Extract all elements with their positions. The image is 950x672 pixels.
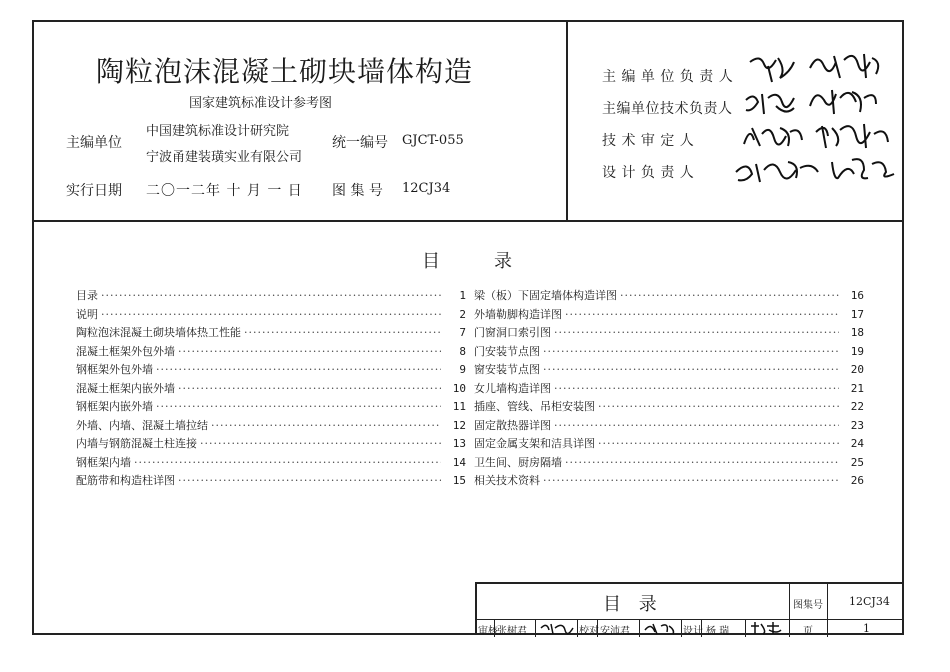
sheet-title: 目 录 xyxy=(603,594,663,615)
unified-code: GJCT-055 xyxy=(402,133,464,148)
tb-design-name: 杨 瑞 xyxy=(706,626,730,637)
toc-item[interactable]: 说明 ····· 2 xyxy=(76,306,466,325)
impl-date-label: 实行日期 xyxy=(66,183,122,199)
toc-item[interactable]: 配筋带和构造柱详图 ····· 15 xyxy=(76,472,466,491)
tb-check-label: 校对 xyxy=(579,626,599,637)
header-divider xyxy=(34,220,902,222)
tb-check-name: 安沛君 xyxy=(600,626,630,637)
tb-atlas-label: 图集号 xyxy=(793,600,823,611)
drawing-sheet xyxy=(32,20,904,635)
chief-unit-1: 中国建筑标准设计研究院 xyxy=(146,124,290,139)
resp-chief-unit-head: 主 编 单 位 负 责 人 xyxy=(602,69,734,85)
toc-item[interactable]: 卫生间、厨房隔墙 ····· 25 xyxy=(474,454,864,473)
toc-item[interactable]: 窗安装节点图 ····· 20 xyxy=(474,361,864,380)
toc-item[interactable]: 女儿墙构造详图 ····· 21 xyxy=(474,380,864,399)
document-subtitle: 国家建筑标准设计参考图 xyxy=(189,96,333,111)
resp-tech-approval: 技 术 审 定 人 xyxy=(602,133,695,149)
toc-left-column xyxy=(76,287,466,491)
toc-item[interactable]: 梁（板）下固定墙体构造详图 ····· 16 xyxy=(474,287,864,306)
toc-item[interactable]: 固定金属支架和洁具详图 ····· 24 xyxy=(474,435,864,454)
atlas-number: 12CJ34 xyxy=(402,181,451,196)
handwritten-signature xyxy=(806,48,886,82)
toc-item[interactable]: 陶粒泡沫混凝土砌块墙体热工性能 ····· 7 xyxy=(76,324,466,343)
toc-item[interactable]: 钢框架外包外墙 ····· 9 xyxy=(76,361,466,380)
toc-item[interactable]: 钢框架内墙 ····· 14 xyxy=(76,454,466,473)
tb-review-label: 审核 xyxy=(478,626,498,637)
toc-item[interactable]: 外墙、内墙、混凝土墙拉结 ····· 12 xyxy=(76,417,466,436)
handwritten-signature xyxy=(749,620,783,636)
tb-page-label: 页 xyxy=(803,626,813,637)
resp-chief-unit-tech: 主编单位技术负责人 xyxy=(602,101,733,117)
toc-item[interactable]: 插座、管线、吊柜安装图 ····· 22 xyxy=(474,398,864,417)
toc-heading-2: 录 xyxy=(494,251,512,272)
toc-item[interactable]: 内墙与钢筋混凝土柱连接 ····· 13 xyxy=(76,435,466,454)
chief-unit-2: 宁波甬建装璜实业有限公司 xyxy=(146,150,303,165)
handwritten-signature xyxy=(828,152,898,186)
resp-design-lead: 设 计 负 责 人 xyxy=(602,165,695,181)
handwritten-signature xyxy=(746,52,796,86)
toc-item[interactable]: 目录 ····· 1 xyxy=(76,287,466,306)
handwritten-signature xyxy=(643,620,677,636)
tb-page-number: 1 xyxy=(863,622,870,635)
handwritten-signature xyxy=(806,84,880,118)
toc-item[interactable]: 混凝土框架外包外墙 ····· 8 xyxy=(76,343,466,362)
toc-item[interactable]: 固定散热器详图 ····· 23 xyxy=(474,417,864,436)
handwritten-signature xyxy=(740,118,806,152)
toc-item[interactable]: 门窗洞口索引图 ····· 18 xyxy=(474,324,864,343)
handwritten-signature xyxy=(734,152,822,186)
handwritten-signature xyxy=(812,118,892,152)
toc-right-column xyxy=(474,287,864,491)
handwritten-signature xyxy=(539,620,575,636)
title-block xyxy=(475,582,904,635)
toc-item[interactable]: 相关技术资料 ····· 26 xyxy=(474,472,864,491)
tb-design-label: 设计 xyxy=(683,626,703,637)
toc-item[interactable]: 外墙勒脚构造详图 ····· 17 xyxy=(474,306,864,325)
unified-code-label: 统一编号 xyxy=(332,135,388,151)
tb-atlas-number: 12CJ34 xyxy=(849,595,890,608)
header-vertical-divider xyxy=(566,22,568,220)
toc-heading-1: 目 xyxy=(422,251,440,272)
toc-item[interactable]: 钢框架内嵌外墙 ····· 11 xyxy=(76,398,466,417)
atlas-label: 图 集 号 xyxy=(332,183,383,199)
toc-item[interactable]: 门安装节点图 ····· 19 xyxy=(474,343,864,362)
handwritten-signature xyxy=(742,86,798,120)
impl-date: 二〇一二年 十 月 一 日 xyxy=(146,183,303,199)
chief-unit-label: 主编单位 xyxy=(66,135,122,151)
tb-review-name: 张树君 xyxy=(497,626,527,637)
toc-item[interactable]: 混凝土框架内嵌外墙 ····· 10 xyxy=(76,380,466,399)
document-title: 陶粒泡沫混凝土砌块墙体构造 xyxy=(96,55,474,88)
